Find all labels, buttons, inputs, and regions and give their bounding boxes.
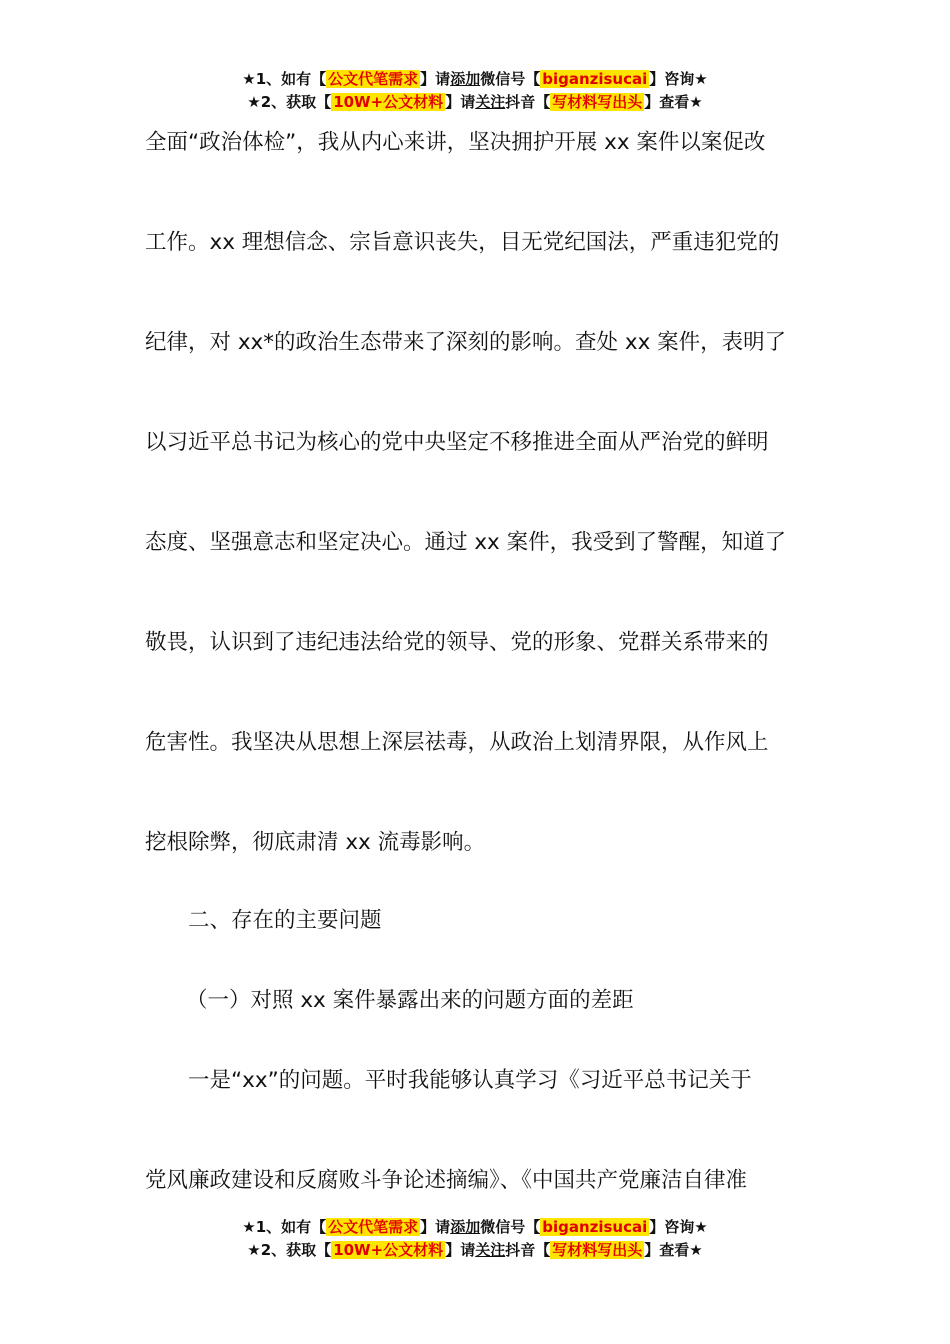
promo-line-1 [0, 1216, 950, 1239]
promo-text: 】请 [445, 93, 476, 111]
promo-text: ★1、如有【 [242, 1218, 327, 1236]
promo-line-2 [0, 1239, 950, 1262]
promo-underlined-text: 关注 [475, 1241, 506, 1259]
paragraph-line: 挖根除弊，彻底肃清 xx 流毒影响。 [145, 830, 486, 855]
footer-promo-banner [0, 1216, 950, 1262]
header-promo-banner [0, 68, 950, 114]
promo-text: 微信号【 [480, 1218, 541, 1236]
paragraph-line: 态度、坚强意志和坚定决心。通过 xx 案件，我受到了警醒，知道了 [145, 530, 787, 555]
paragraph-line: 危害性。我坚决从思想上深层祛毒，从政治上划清界限，从作风上 [145, 730, 769, 755]
promo-line-2 [0, 91, 950, 114]
paragraph-line: 以习近平总书记为核心的党中央坚定不移推进全面从严治党的鲜明 [145, 430, 769, 455]
promo-highlight: 写材料写出头 [552, 93, 643, 111]
promo-text: 】查看★ [644, 93, 703, 111]
paragraph-line: 工作。xx 理想信念、宗旨意识丧失，目无党纪国法，严重违犯党的 [145, 230, 780, 255]
promo-highlight: biganzisucai [542, 70, 648, 88]
promo-text: 】咨询★ [649, 70, 708, 88]
promo-text: 】咨询★ [649, 1218, 708, 1236]
promo-underlined-text: 添加 [450, 70, 481, 88]
promo-line-1 [0, 68, 950, 91]
promo-text: 】查看★ [644, 1241, 703, 1259]
promo-text: ★2、获取【 [247, 1241, 332, 1259]
paragraph-line: 一是“xx”的问题。平时我能够认真学习《习近平总书记关于 [188, 1068, 752, 1093]
promo-highlight: 写材料写出头 [552, 1241, 643, 1259]
section-heading: 二、存在的主要问题 [188, 908, 382, 933]
promo-highlight: 公文代笔需求 [328, 70, 419, 88]
subsection-heading: （一）对照 xx 案件暴露出来的问题方面的差距 [186, 988, 634, 1013]
promo-text: 抖音【 [505, 93, 551, 111]
promo-text: 抖音【 [505, 1241, 551, 1259]
promo-text: ★2、获取【 [247, 93, 332, 111]
promo-underlined-text: 关注 [475, 93, 506, 111]
promo-text: 】请 [420, 1218, 451, 1236]
paragraph-line: 纪律，对 xx*的政治生态带来了深刻的影响。查处 xx 案件，表明了 [145, 330, 787, 355]
promo-highlight: biganzisucai [542, 1218, 648, 1236]
promo-highlight: 10W+公文材料 [333, 1241, 444, 1259]
promo-underlined-text: 添加 [450, 1218, 481, 1236]
promo-highlight: 公文代笔需求 [328, 1218, 419, 1236]
promo-text: 】请 [420, 70, 451, 88]
promo-text: 】请 [445, 1241, 476, 1259]
paragraph-line: 敬畏，认识到了违纪违法给党的领导、党的形象、党群关系带来的 [145, 630, 769, 655]
paragraph-line: 党风廉政建设和反腐败斗争论述摘编》、《中国共产党廉洁自律准 [145, 1168, 748, 1193]
promo-text: ★1、如有【 [242, 70, 327, 88]
promo-highlight: 10W+公文材料 [333, 93, 444, 111]
promo-text: 微信号【 [480, 70, 541, 88]
paragraph-line: 全面“政治体检”，我从内心来讲，坚决拥护开展 xx 案件以案促改 [145, 130, 766, 155]
